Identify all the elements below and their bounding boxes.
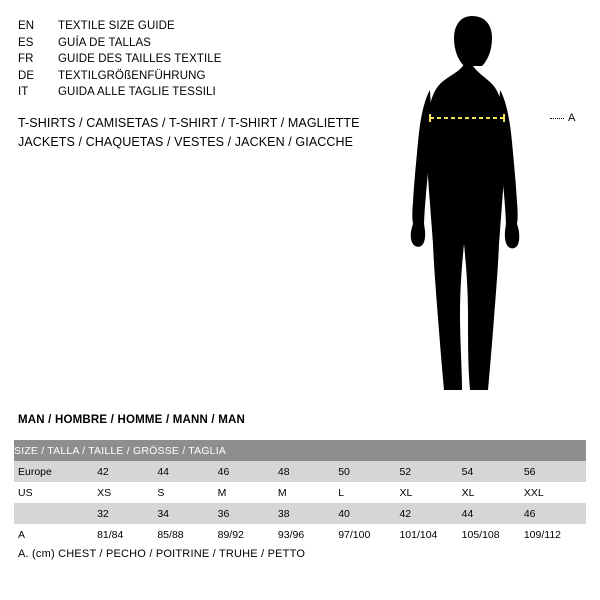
cell-value: 50 <box>338 465 350 478</box>
language-code: ES <box>18 36 34 49</box>
male-silhouette-figure <box>400 8 600 408</box>
table-row <box>14 503 586 524</box>
row-label: US <box>18 486 33 499</box>
measure-leader-line <box>550 118 564 119</box>
language-row <box>18 84 358 101</box>
table-row <box>14 461 586 482</box>
language-code: IT <box>18 86 29 98</box>
language-code: DE <box>18 69 35 82</box>
cell-value: 48 <box>277 465 290 478</box>
cell-value: 40 <box>338 507 350 520</box>
cell-value: 54 <box>461 465 474 478</box>
language-code: FR <box>18 53 34 65</box>
cell-value: 44 <box>157 465 170 478</box>
measure-label-a: A <box>568 112 576 124</box>
cell-value: 42 <box>97 465 109 478</box>
cell-value: 105/108 <box>461 528 500 541</box>
language-title: TEXTILGRÖßENFÜHRUNG <box>58 69 206 82</box>
cell-value: L <box>338 486 345 499</box>
table-header-row <box>14 440 586 461</box>
language-list <box>18 18 358 101</box>
cell-value: 44 <box>461 507 474 520</box>
table-header-label: SIZE / TALLA / TAILLE / GRÖSSE / TAGLIA <box>14 444 227 457</box>
cell-value: 46 <box>217 465 230 478</box>
cell-value: 52 <box>399 465 412 478</box>
row-label <box>14 503 97 524</box>
row-label: A <box>18 528 26 541</box>
language-row <box>18 68 358 85</box>
cell-value: 109/112 <box>523 528 562 541</box>
cell-value: 42 <box>399 507 412 520</box>
garment-categories <box>18 114 418 152</box>
cell-value: 97/100 <box>338 528 371 541</box>
cell-value: M <box>217 486 227 499</box>
cell-value: XL <box>461 486 475 499</box>
table-row <box>14 482 586 503</box>
cell-value: M <box>277 486 287 499</box>
cell-value: 32 <box>97 507 109 520</box>
cell-value: 85/88 <box>157 528 184 541</box>
cell-value: S <box>157 486 165 499</box>
cell-value: 34 <box>157 507 170 520</box>
category-jackets: JACKETS / CHAQUETAS / VESTES / JACKEN / GIACCHE <box>18 135 354 149</box>
cell-value: 81/84 <box>97 528 124 541</box>
cell-value: XL <box>399 486 413 499</box>
category-tshirts: T-SHIRTS / CAMISETAS / T-SHIRT / T-SHIRT / MAGLIETTE <box>18 116 360 130</box>
cell-value: 36 <box>217 507 230 520</box>
table-title: MAN / HOMBRE / HOMME / MANN / MAN <box>18 414 246 426</box>
cell-value: 89/92 <box>217 528 244 541</box>
silhouette-icon <box>400 8 600 408</box>
footnote: A. (cm) CHEST / PECHO / POITRINE / TRUHE / PETTO <box>18 548 306 560</box>
language-title: TEXTILE SIZE GUIDE <box>58 20 175 32</box>
table-row <box>14 524 586 545</box>
cell-value: XS <box>97 486 112 499</box>
language-row <box>18 35 358 52</box>
size-table <box>14 440 586 545</box>
cell-value: 93/96 <box>277 528 305 541</box>
language-row <box>18 18 358 35</box>
cell-value: 46 <box>523 507 536 520</box>
language-code: EN <box>18 20 35 32</box>
language-title: GUIDA ALLE TAGLIE TESSILI <box>58 86 216 98</box>
row-label: Europe <box>18 465 52 478</box>
cell-value: 101/104 <box>399 528 438 541</box>
cell-value: 56 <box>523 465 536 478</box>
language-title: GUIDE DES TAILLES TEXTILE <box>58 53 222 65</box>
cell-value: 38 <box>277 507 290 520</box>
language-title: GUÍA DE TALLAS <box>58 36 152 49</box>
language-row <box>18 51 358 68</box>
cell-value: XXL <box>523 486 544 499</box>
